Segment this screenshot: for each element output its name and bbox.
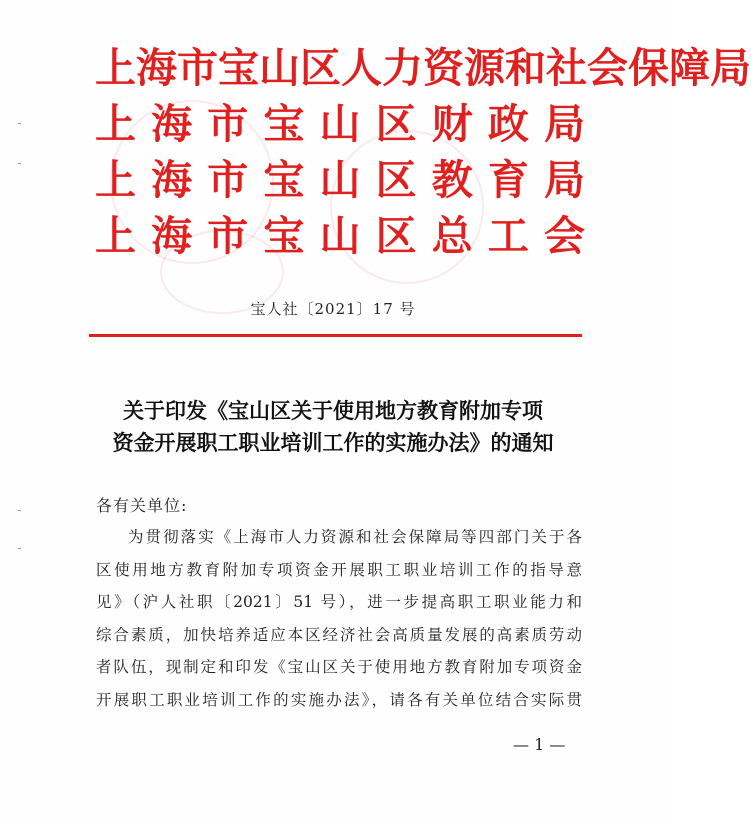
org-char: 市 <box>177 44 218 92</box>
title-line-2: 资金开展职工职业培训工作的实施办法》的通知 <box>112 430 554 455</box>
org-char: 力 <box>382 44 423 92</box>
org-line-hrss <box>95 40 751 96</box>
org-char: 源 <box>464 44 505 92</box>
org-char: 海 <box>136 44 177 92</box>
org-char: 市 <box>207 100 249 148</box>
org-char: 市 <box>207 212 249 260</box>
org-line-union <box>95 208 585 264</box>
org-char: 宝 <box>263 212 305 260</box>
org-char: 局 <box>710 44 751 92</box>
margin-mark <box>18 548 21 549</box>
org-char: 会 <box>544 212 585 260</box>
org-char: 育 <box>487 156 529 204</box>
org-char: 上 <box>95 100 136 148</box>
org-char: 上 <box>95 156 136 204</box>
org-char: 会 <box>587 44 628 92</box>
org-char: 海 <box>151 212 193 260</box>
body-paragraph <box>96 521 582 716</box>
org-char: 海 <box>151 156 193 204</box>
org-char: 和 <box>505 44 546 92</box>
body-line: 者队伍，现制定和印发《宝山区关于使用地方教育附加专项资金 <box>96 658 582 676</box>
org-char: 山 <box>259 44 300 92</box>
margin-mark <box>18 163 21 164</box>
body-line: 开展职工职业培训工作的实施办法》，请各有关单位结合实际贯 <box>96 690 582 709</box>
org-char: 上 <box>95 212 136 260</box>
org-char: 财 <box>431 100 473 148</box>
org-line-finance <box>95 96 585 152</box>
org-char: 山 <box>319 212 361 260</box>
org-char: 障 <box>669 44 710 92</box>
margin-mark <box>18 510 21 511</box>
issuing-authorities-header <box>95 40 751 264</box>
org-char: 山 <box>319 100 361 148</box>
org-char: 宝 <box>263 100 305 148</box>
body-line: 综合素质，加快培养适应本区经济社会高质量发展的高素质劳动 <box>96 625 582 644</box>
org-char: 保 <box>628 44 669 92</box>
page-number: — 1 — <box>513 735 566 754</box>
org-char: 山 <box>319 156 361 204</box>
body-line: 区使用地方教育附加专项资金开展职工职业培训工作的指导意 <box>96 560 582 579</box>
red-divider-line <box>89 334 582 337</box>
org-char: 宝 <box>218 44 259 92</box>
org-char: 局 <box>544 100 585 148</box>
org-char: 区 <box>300 44 341 92</box>
title-line-1: 关于印发《宝山区关于使用地方教育附加专项 <box>123 398 543 423</box>
org-char: 海 <box>151 100 193 148</box>
org-char: 资 <box>423 44 464 92</box>
org-char: 区 <box>375 156 417 204</box>
org-char: 宝 <box>263 156 305 204</box>
org-char: 市 <box>207 156 249 204</box>
org-char: 政 <box>487 100 529 148</box>
document-title <box>60 395 606 459</box>
org-char: 上 <box>95 44 136 92</box>
org-char: 教 <box>431 156 473 204</box>
org-char: 人 <box>341 44 382 92</box>
org-char: 区 <box>375 212 417 260</box>
margin-mark <box>18 123 21 124</box>
org-char: 局 <box>544 156 585 204</box>
body-line: 为贯彻落实《上海市人力资源和社会保障局等四部门关于各 <box>128 528 582 546</box>
org-char: 区 <box>375 100 417 148</box>
salutation: 各有关单位: <box>96 496 188 515</box>
body-line: 见》（沪人社职〔2021〕51 号），进一步提高职工职业能力和 <box>96 593 582 611</box>
document-number: 宝人社〔2021〕17 号 <box>250 300 416 318</box>
org-char: 社 <box>546 44 587 92</box>
org-char: 工 <box>487 212 529 260</box>
org-line-education <box>95 152 585 208</box>
org-char: 总 <box>431 212 473 260</box>
